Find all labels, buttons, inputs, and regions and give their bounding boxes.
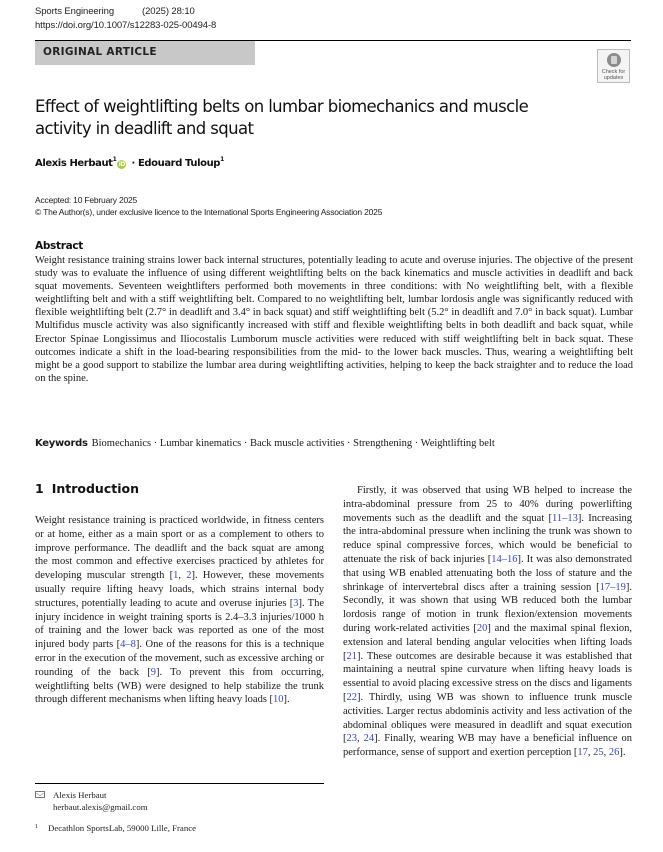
author-name[interactable]: Alexis Herbaut — [35, 158, 113, 169]
section-number: 1 — [35, 481, 44, 496]
journal-citation — [35, 6, 195, 17]
citation-link[interactable]: 17–19 — [599, 581, 626, 593]
section-title: Introduction — [51, 481, 139, 496]
affiliation-text: Decathlon SportsLab, 59000 Lille, France — [48, 823, 197, 833]
bookmark-icon — [607, 53, 621, 67]
author-affiliation-marker: 1 — [220, 156, 224, 163]
footnote-rule — [35, 783, 324, 784]
article-type-label: ORIGINAL ARTICLE — [43, 46, 157, 58]
doi-link[interactable]: https://doi.org/10.1007/s12283-025-00494-8 — [35, 20, 217, 31]
keywords — [35, 438, 633, 449]
accepted-date: Accepted: 10 February 2025 — [35, 195, 138, 205]
article-title: Effect of weightlifting belts on lumbar biomechanics and muscle activity in deadlift and squat — [35, 97, 529, 138]
citation-link[interactable]: 25 — [593, 747, 604, 759]
section-heading — [35, 481, 139, 496]
citation-link[interactable]: 3 — [293, 597, 299, 609]
citation-link[interactable]: 14–16 — [491, 553, 518, 565]
check-for-updates-button[interactable] — [597, 49, 630, 83]
abstract-text: Weight resistance training strains lower back internal structures, potentially leading to acute and overuse injuries. The objective of the present study was to evaluate the influence of using different weightlifting belts on the back kinematics and muscle activities in deadlift and back squat movements. Seventeen weightlifters performed both movements in three conditions: with No weightlifting belt, with a flexible weightlifting belt and with a stiff weightlifting belt. Compared to no weightlifting belt, lumbar lordosis angle was significantly reduced with flexible weightlifting belt (2.7° in deadlift and 3.4° in back squat) and stiff weightlifting belt (5.2° in deadlift and 7.0° in back squat). Lumbar Multifidus muscle activity was also significantly increased with stiff and flexible weightlifting belts in both deadlift and back squat, while Erector Spinae Longissimus and Iliocostalis Lumborum muscle activities were reduced with stiff weightlifting belt in back squat. These outcomes indicate a shift in the load-bearing responsibilities from the mid- to the lower back muscles. Thus, wearing a weightlifting belt might be a good support to stabilize the lumbar area during weightlifting activities, helping to keep the back straighter and to reduce the load on the spine. — [35, 255, 633, 384]
citation-link[interactable]: 26 — [608, 747, 620, 759]
affiliation-number: 1 — [35, 824, 38, 830]
citation-link[interactable]: 17 — [577, 747, 588, 759]
check-updates-label: Check for updates — [601, 69, 626, 81]
copyright-notice: © The Author(s), under exclusive licence to the International Sports Engineering Association 2025 — [35, 207, 383, 217]
citation-link[interactable]: 23 — [346, 733, 357, 745]
citation-link[interactable]: 22 — [346, 691, 357, 703]
citation-link[interactable]: 1 — [173, 570, 179, 582]
article-type-band — [35, 41, 255, 65]
correspondence-email[interactable]: herbaut.alexis@gmail.com — [53, 801, 148, 812]
citation-link[interactable]: 9 — [150, 666, 157, 678]
citation-link[interactable]: 10 — [273, 694, 284, 706]
author-name[interactable]: Edouard Tuloup — [137, 158, 221, 169]
citation-link[interactable]: 2 — [186, 570, 192, 582]
envelope-icon — [35, 791, 45, 798]
citation-link[interactable]: 20 — [476, 622, 488, 634]
affiliation — [35, 823, 196, 833]
author-separator: · — [131, 158, 135, 169]
abstract-heading: Abstract — [35, 240, 84, 252]
orcid-icon[interactable]: iD — [118, 161, 125, 168]
author-list — [35, 156, 224, 169]
correspondence-name: Alexis Herbaut — [53, 790, 107, 800]
keywords-list: Biomechanics · Lumbar kinematics · Back muscle activities · Strengthening · Weightlifting belt — [91, 438, 495, 449]
journal-volume: (2025) 28:10 — [142, 6, 195, 17]
citation-link[interactable]: 24 — [363, 733, 375, 745]
citation-link[interactable]: 21 — [346, 650, 357, 662]
intro-right-column: Firstly, it was observed that using WB helped to increase the intra-abdominal pressure from 25 to 40% during powerlifting movements such as the deadlift and the squat [11–13]. Increasing the intra-abdominal pressure when inclining the trunk was shown to reduce spinal compressive forces, which would be beneficial to attenuate the risk of back injuries [14–16]. It was also demonstrated that using WB enabled attenuating both the loss of stature and the shrinkage of intervertebral discs after a training session [17–19]. Secondly, it was shown that using WB reduced both the lumbar lordosis range of motion in trunk flexion/extension movements during work-related activities [20] and the maximal spinal flexion, extension and lateral bending angular velocities when lifting loads [21]. These outcomes are desirable because it was established that maintaining a neutral spine curvature when lifting heavy loads is essential to avoid placing excessive stress on the discs and ligaments [22]. Thirdly, using WB was shown to influence trunk muscle activities. Larger rectus abdominis activity and less activation of the abdominal obliques were measured in deadlift and squat execution [23, 24]. Finally, wearing WB may have a beneficial influence on performance, sense of support and exertion perception [17, 25, 26]. — [343, 485, 632, 759]
author-affiliation-marker: 1 — [112, 156, 117, 163]
citation-link[interactable]: 11–13 — [552, 512, 578, 524]
keywords-label: Keywords — [35, 438, 88, 449]
citation-link[interactable]: 4–8 — [120, 639, 136, 651]
intro-left-column: Weight resistance training is practiced worldwide, in fitness centers or at home, either as a main sport or as a complement to others to improve performance. The deadlift and the back squat are among the most common and effective exercises practiced by athletes for developing muscular strength [1, 2]. However, these movements usually require lifting heavy loads, which strains internal body structures, potentially leading to acute and overuse injuries [3]. The injury incidence in weight training sports is 2.4–3.3 injuries/1000 h of training and the lower back was reported as one of the most injured body parts [4–8]. One of the reasons for this is a technique error in the execution of the movement, such as excessive arching or rounding of the back [9]. To prevent this from occurring, weightlifting belts (WB) were designed to help stabilize the trunk through different mechanisms when lifting heavy loads [10]. — [35, 515, 325, 706]
journal-name: Sports Engineering — [35, 6, 115, 17]
